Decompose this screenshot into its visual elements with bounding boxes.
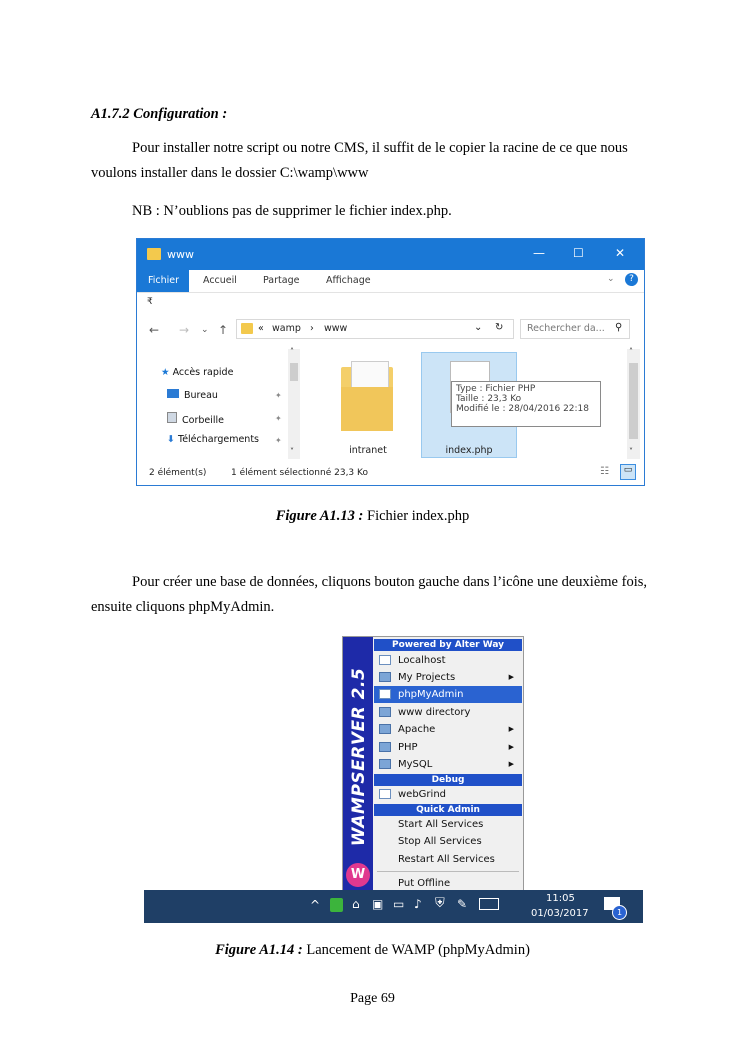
menu-header-quick-admin: Quick Admin — [374, 804, 522, 816]
windows-taskbar — [144, 890, 643, 923]
submenu-arrow-icon: ▶ — [508, 673, 514, 681]
folder-icon — [379, 742, 391, 752]
menu-label: PHP — [398, 742, 418, 753]
folder-icon — [379, 707, 391, 717]
menu-label: Put Offline — [398, 878, 451, 889]
folder-icon — [379, 672, 391, 682]
file-name: intranet — [349, 445, 387, 456]
minimize-icon[interactable]: — — [533, 246, 545, 260]
paragraph-1-line-1: Pour installer notre script ou notre CMS, il suffit de le copier la racine de ce que nous — [132, 140, 628, 156]
window-title: www — [167, 248, 194, 261]
download-arrow-icon: ⬇ — [167, 434, 175, 445]
nav-label: Accès rapide — [172, 367, 234, 378]
folder-front — [341, 387, 393, 431]
tooltip-type: Type : Fichier PHP — [456, 384, 536, 394]
scroll-down-icon[interactable]: ˅ — [629, 447, 633, 456]
menu-label: Restart All Services — [398, 854, 495, 865]
scroll-up-icon[interactable]: ˄ — [290, 347, 294, 356]
figure-1-title: Fichier index.php — [363, 508, 470, 524]
nav-label: Bureau — [184, 390, 218, 401]
folder-icon — [379, 759, 391, 769]
folder-icon — [241, 323, 253, 334]
network-icon[interactable]: ▣ — [372, 897, 384, 911]
scroll-down-icon[interactable]: ˅ — [290, 447, 294, 456]
menu-item-apache[interactable] — [374, 721, 522, 738]
folder-icon — [379, 724, 391, 734]
status-bar — [137, 463, 644, 485]
clock-date[interactable]: 01/03/2017 — [531, 908, 589, 919]
tooltip-size: Taille : 23,3 Ko — [456, 394, 522, 404]
status-selection: 1 élément sélectionné 23,3 Ko — [231, 468, 368, 478]
tooltip-modified: Modifié le : 28/04/2016 22:18 — [456, 404, 590, 414]
pin-icon[interactable]: ✦ — [275, 391, 282, 400]
tab-affichage[interactable]: Affichage — [326, 275, 371, 286]
menu-item-www-directory[interactable] — [374, 704, 522, 721]
menu-label: Stop All Services — [398, 836, 482, 847]
submenu-arrow-icon: ▶ — [508, 725, 514, 733]
menu-item-stop-all[interactable] — [374, 833, 522, 850]
quick-access-toolbar[interactable]: ₹ — [147, 297, 153, 307]
nav-item-telechargements[interactable] — [167, 434, 259, 445]
content-scrollbar[interactable] — [627, 349, 640, 459]
figure-1-label: Figure A1.13 : — [275, 508, 364, 524]
menu-label: Apache — [398, 724, 436, 735]
star-icon: ★ — [161, 367, 170, 378]
path-separator: › — [310, 323, 314, 334]
file-name: index.php — [445, 445, 493, 456]
wamp-vertical-title: WAMPSERVER 2.5 — [349, 667, 369, 847]
menu-item-localhost[interactable] — [374, 652, 522, 669]
pin-icon[interactable]: ✦ — [275, 436, 282, 445]
refresh-icon[interactable]: ↻ — [495, 322, 504, 333]
pin-icon[interactable]: ✦ — [275, 414, 282, 423]
search-input[interactable] — [520, 319, 630, 339]
navigation-pane — [137, 347, 302, 461]
address-bar-row — [137, 315, 644, 345]
path-segment-www[interactable]: www — [324, 323, 348, 334]
file-explorer-window — [136, 238, 645, 486]
clock-time[interactable]: 11:05 — [546, 893, 575, 904]
paragraph-2-line-1: Pour créer une base de données, cliquons bouton gauche dans l’icône une deuxième fois, — [132, 574, 647, 590]
battery-icon[interactable]: ▭ — [393, 897, 405, 911]
search-placeholder: Rechercher da... — [527, 323, 605, 334]
chevron-down-icon[interactable]: ⌄ — [607, 274, 615, 284]
ribbon-tabs — [137, 270, 644, 293]
menu-item-php[interactable] — [374, 739, 522, 756]
menu-label: MySQL — [398, 759, 433, 770]
help-icon[interactable]: ? — [625, 273, 638, 286]
forward-arrow-icon[interactable]: → — [179, 323, 190, 337]
menu-item-start-all[interactable] — [374, 816, 522, 833]
nav-scrollbar[interactable] — [288, 349, 300, 459]
status-item-count: 2 élément(s) — [149, 468, 207, 478]
figure-2-label: Figure A1.14 : — [215, 942, 303, 958]
paragraph-2-line-2: ensuite cliquons phpMyAdmin. — [91, 599, 275, 615]
show-hidden-icons-chevron-icon[interactable]: ^ — [310, 898, 321, 912]
up-arrow-icon[interactable]: ↑ — [218, 323, 229, 337]
menu-item-phpmyadmin[interactable] — [374, 686, 522, 703]
nav-item-bureau[interactable] — [167, 389, 218, 401]
scroll-up-icon[interactable]: ˄ — [629, 347, 633, 356]
menu-label: phpMyAdmin — [398, 689, 464, 700]
large-icons-view-icon[interactable]: ▭ — [620, 464, 636, 480]
recycle-bin-icon — [167, 412, 177, 423]
note-text: NB : N’oublions pas de supprimer le fichier index.php. — [132, 203, 452, 219]
submenu-arrow-icon: ▶ — [508, 743, 514, 751]
web-page-icon — [379, 689, 391, 699]
wamp-tray-icon[interactable] — [330, 898, 343, 912]
wamp-tray-menu — [342, 636, 524, 892]
figure-1-caption — [0, 508, 745, 525]
tab-partage[interactable]: Partage — [263, 275, 300, 286]
title-bar — [137, 239, 644, 270]
file-item-intranet[interactable] — [333, 361, 403, 457]
web-page-icon — [379, 789, 391, 799]
pen-icon[interactable]: ✎ — [457, 897, 468, 911]
menu-label: www directory — [398, 707, 471, 718]
tab-fichier[interactable]: Fichier — [137, 270, 189, 292]
path-dropdown-icon[interactable]: ⌄ — [474, 322, 483, 333]
address-box[interactable] — [236, 319, 514, 339]
tab-accueil[interactable]: Accueil — [203, 275, 237, 286]
section-heading: A1.7.2 Configuration : — [91, 106, 228, 122]
menu-item-mysql[interactable] — [374, 756, 522, 773]
menu-item-my-projects[interactable] — [374, 669, 522, 686]
menu-label: Start All Services — [398, 819, 484, 830]
details-view-icon[interactable]: ☷ — [600, 466, 609, 477]
maximize-icon[interactable]: ☐ — [573, 246, 584, 260]
menu-header-debug: Debug — [374, 774, 522, 786]
wamp-side-banner — [343, 637, 373, 891]
search-icon[interactable]: ⚲ — [615, 322, 623, 333]
desktop-icon — [167, 389, 179, 398]
menu-label: webGrind — [398, 789, 447, 800]
back-arrow-icon[interactable]: ← — [149, 323, 160, 337]
path-prefix: « — [258, 323, 264, 334]
submenu-arrow-icon: ▶ — [508, 760, 514, 768]
file-tooltip — [451, 381, 601, 427]
nav-scroll-thumb[interactable] — [290, 363, 298, 381]
content-scroll-thumb[interactable] — [629, 363, 638, 439]
shield-icon[interactable]: ⛨ — [435, 896, 445, 911]
wamp-logo-icon: W — [346, 863, 370, 887]
menu-header-powered: Powered by Alter Way — [374, 639, 522, 651]
page-number: Page 69 — [350, 991, 395, 1006]
nav-label: Corbeille — [182, 415, 224, 426]
notification-badge: 1 — [612, 905, 627, 920]
web-page-icon — [379, 655, 391, 665]
usb-icon[interactable]: ⌂ — [352, 897, 360, 911]
menu-label: My Projects — [398, 672, 456, 683]
nav-item-corbeille[interactable] — [167, 412, 224, 426]
menu-label: Localhost — [398, 655, 446, 666]
figure-2-caption — [0, 942, 745, 959]
figure-2-title: Lancement de WAMP (phpMyAdmin) — [302, 942, 530, 958]
nav-item-acces-rapide[interactable] — [161, 367, 233, 378]
nav-label: Téléchargements — [178, 434, 259, 445]
recent-chevron-icon[interactable]: ⌄ — [201, 325, 209, 335]
menu-item-restart-all[interactable] — [374, 851, 522, 868]
paragraph-1-line-2: voulons installer dans le dossier C:\wamp\www — [91, 165, 369, 181]
menu-separator — [377, 871, 519, 872]
folder-icon — [147, 248, 161, 260]
path-segment-wamp[interactable]: wamp — [272, 323, 301, 334]
keyboard-icon[interactable] — [479, 898, 499, 910]
close-icon[interactable]: ✕ — [615, 246, 626, 260]
volume-icon[interactable]: ♪ — [414, 897, 422, 911]
menu-item-webgrind[interactable] — [374, 786, 522, 803]
